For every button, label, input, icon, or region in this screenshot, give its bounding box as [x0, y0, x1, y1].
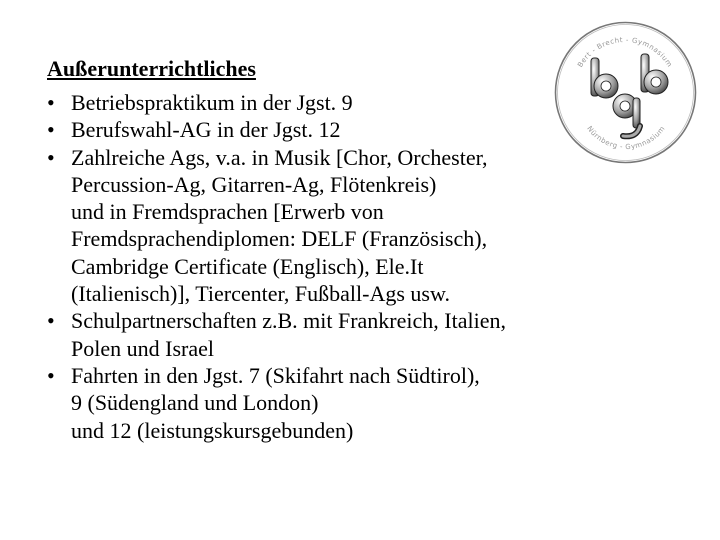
list-item — [0, 307, 720, 362]
slide-heading: Außerunterrichtliches — [47, 56, 256, 81]
bullet-icon: • — [47, 144, 55, 170]
list-item-text: Fahrten in den Jgst. 7 (Skifahrt nach Südtirol), 9 (Südengland und London) und 12 (leistungskursgebunden) — [71, 362, 480, 443]
school-logo — [553, 20, 698, 165]
bullet-icon: • — [47, 308, 55, 334]
svg-text:Bert - Brecht - Gymnasium: Bert - Brecht - Gymnasium — [576, 35, 674, 69]
svg-text:Nürnberg - Gymnasium: Nürnberg - Gymnasium — [585, 124, 667, 152]
bullet-icon: • — [47, 117, 55, 143]
list-item — [0, 362, 720, 444]
list-item — [0, 144, 720, 308]
list-item-text: Zahlreiche Ags, v.a. in Musik [Chor, Orchester, Percussion-Ag, Gitarren-Ag, Flötenkreis) und in Fremdsprachen [Erwerb von Fremdsprachendiplomen: DELF (Französisch), Cambridge Certificate (Englisch), Ele.It (Italienisch)], Tiercenter, Fußball-Ags usw. — [71, 144, 488, 307]
list-item-text: Schulpartnerschaften z.B. mit Frankreich, Italien, Polen und Israel — [71, 308, 506, 361]
list-item-text: Betriebspraktikum in der Jgst. 9 — [71, 90, 353, 115]
bullet-icon: • — [47, 362, 55, 388]
bullet-icon: • — [47, 90, 55, 115]
list-item-text: Berufswahl-AG in der Jgst. 12 — [71, 117, 341, 143]
